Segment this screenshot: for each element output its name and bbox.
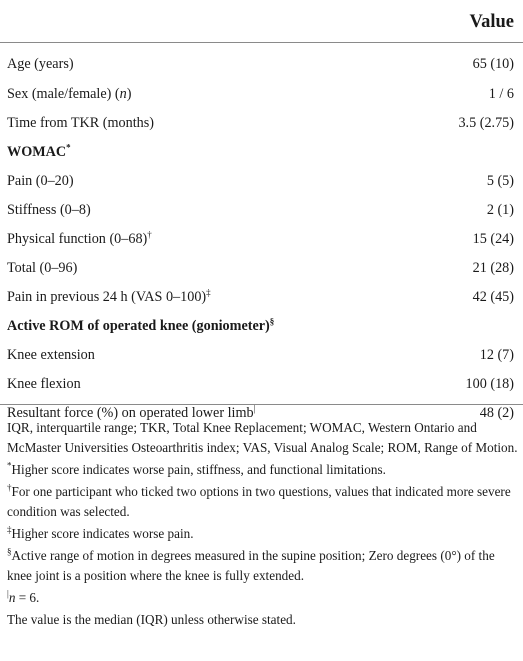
table-row — [0, 225, 523, 254]
footnote-text: Higher score indicates worse pain, stiffness, and functional limitations. — [11, 461, 386, 477]
row-label — [0, 225, 423, 254]
row-value: 5 (5) — [486, 173, 514, 190]
table-row — [0, 341, 523, 370]
n-variable: n — [8, 589, 16, 605]
row-label-text: Pain in previous 24 h (VAS 0–100) — [7, 289, 207, 306]
footnote-mark: | — [7, 588, 9, 599]
footnote-mark: ‡ — [7, 524, 12, 535]
n-value: = 6. — [15, 589, 40, 605]
abbreviations-note: IQR, interquartile range; TKR, Total Knee Replacement; WOMAC, Western Ontario and McMaster Universities Osteoarthritis index; VAS, Visual Analog Scale; ROM, Range of Motion. — [7, 420, 518, 455]
footnote-text: For one participant who ticked two options in two questions, values that indicated more severe condition was selected. — [7, 483, 511, 519]
row-label — [0, 254, 423, 283]
row-label — [0, 138, 423, 167]
row-value: 42 (45) — [472, 289, 514, 306]
row-value — [423, 312, 523, 341]
footnote — [7, 524, 519, 544]
row-label-text: Resultant force (%) on operated lower limb — [7, 405, 254, 422]
row-label-text: WOMAC — [7, 144, 67, 161]
header-value-cell: Value — [469, 11, 514, 32]
row-label-text: Physical function (0–68) — [7, 231, 148, 248]
row-label-text: Sex (male/female) ( — [7, 86, 120, 103]
table-bottom-rule — [0, 404, 523, 405]
row-label-after: ) — [126, 86, 132, 103]
row-label — [0, 312, 423, 341]
row-label-text: Stiffness (0–8) — [7, 202, 91, 219]
footnote — [7, 460, 519, 480]
row-label-text: Total (0–96) — [7, 260, 78, 277]
row-label — [0, 196, 423, 225]
row-label-text: Pain (0–20) — [7, 173, 74, 190]
row-label-text: Knee extension — [7, 347, 95, 364]
row-value: 12 (7) — [479, 347, 514, 364]
row-label-italic: n — [119, 86, 127, 103]
table-row — [0, 167, 523, 196]
row-label — [0, 341, 423, 370]
table-footnotes — [7, 418, 519, 632]
row-label — [0, 283, 423, 312]
table-header-row — [0, 0, 523, 43]
row-label-text: Knee flexion — [7, 376, 81, 393]
table-row — [0, 109, 523, 138]
table-row — [0, 370, 523, 399]
row-value: 65 (10) — [472, 55, 514, 72]
row-value: 100 (18) — [465, 376, 514, 393]
footnote — [7, 546, 519, 585]
row-value: 1 / 6 — [488, 86, 514, 103]
row-label-text: Age (years) — [7, 55, 74, 72]
row-label — [0, 109, 423, 138]
footnote-text: Higher score indicates worse pain. — [11, 525, 194, 541]
footnote-text: Active range of motion in degrees measured in the supine position; Zero degrees (0°) of the knee joint is a position where the knee is fully extended. — [7, 547, 495, 583]
footnote-mark: | — [253, 403, 256, 414]
footnote-mark: ‡ — [206, 287, 211, 298]
footnote — [7, 482, 519, 521]
row-value: 48 (2) — [479, 405, 514, 422]
row-value — [423, 138, 523, 167]
header-label-cell — [0, 0, 423, 43]
footnote-mark: † — [7, 482, 12, 493]
row-label — [0, 370, 423, 399]
table-row — [0, 283, 523, 312]
median-note: The value is the median (IQR) unless otherwise stated. — [7, 611, 296, 627]
footnote-mark: * — [7, 460, 12, 471]
row-value: 3.5 (2.75) — [458, 115, 514, 132]
table-row — [0, 196, 523, 225]
row-value: 2 (1) — [486, 202, 514, 219]
footnote-mark: † — [147, 229, 152, 240]
footnote-mark: § — [269, 316, 275, 327]
section-row-womac — [0, 138, 523, 167]
row-value: 21 (28) — [472, 260, 514, 277]
row-label — [0, 43, 423, 80]
row-label-text: Time from TKR (months) — [7, 115, 155, 132]
row-label — [0, 80, 423, 109]
row-label-text: Active ROM of operated knee (goniometer) — [7, 318, 270, 335]
table-row — [0, 80, 523, 109]
row-label — [0, 167, 423, 196]
footnote-mark: § — [7, 546, 12, 557]
footnote-mark: * — [66, 142, 71, 153]
row-value: 15 (24) — [472, 231, 514, 248]
table-row — [0, 254, 523, 283]
footnote-n — [7, 588, 519, 608]
table-row — [0, 43, 523, 80]
section-row-active-rom — [0, 312, 523, 341]
